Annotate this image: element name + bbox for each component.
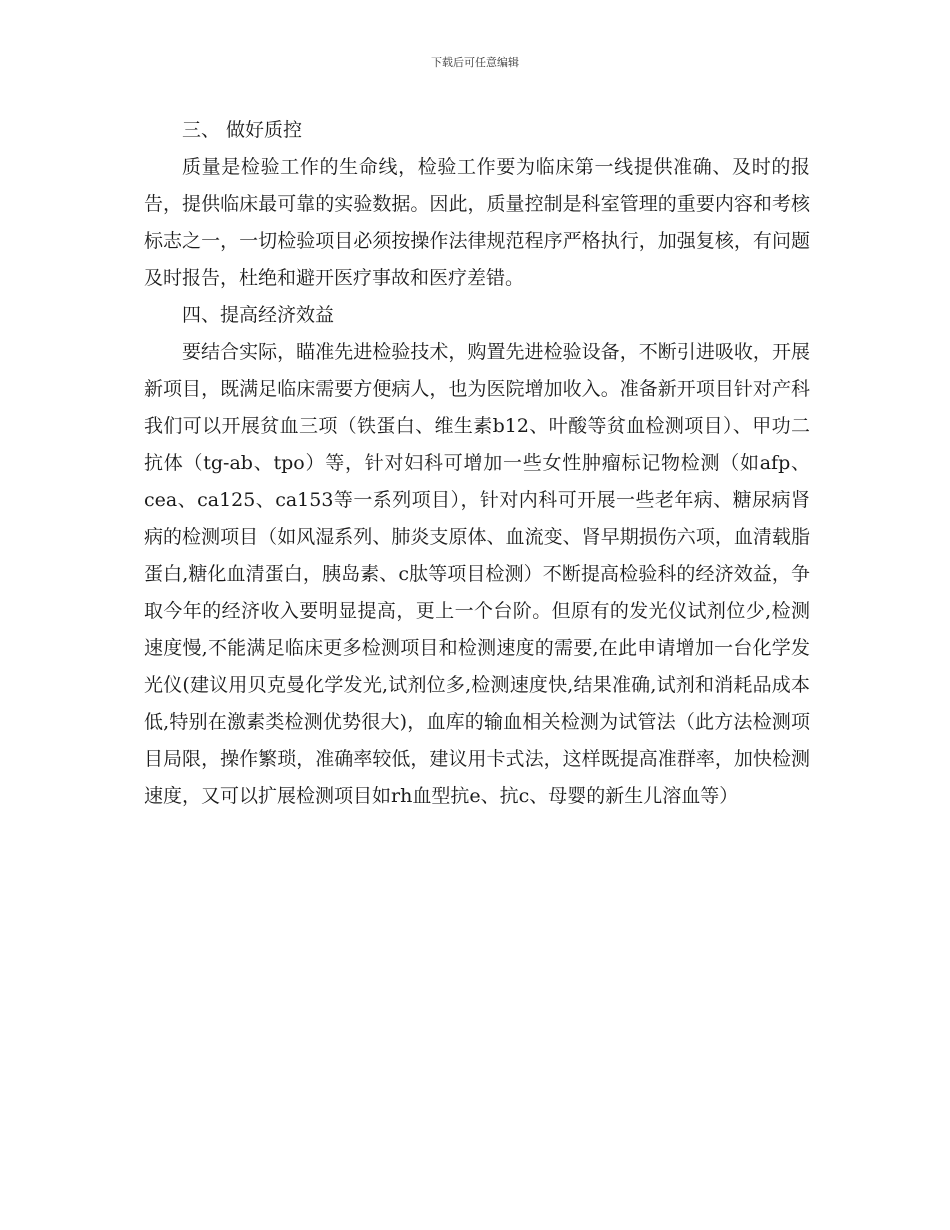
page-header: 下载后可任意编辑 [431,56,519,69]
section-heading-economic-benefit: 四、提高经济效益 [182,304,335,326]
section-paragraph-quality-control: 质量是检验工作的生命线，检验工作要为临床第一线提供准确、及时的报告，提供临床最可靠的实验数据。因此，质量控制是科室管理的重要内容和考核标志之一，一切检验项目必须按操作法律规范程序严格执行，加强复核，有问题及时报告，杜绝和避开医疗事故和医疗差错。 [144,156,810,289]
document-body [144,112,810,815]
section-heading-quality-control: 三、 做好质控 [182,119,303,141]
section-paragraph-economic-benefit: 要结合实际，瞄准先进检验技术，购置先进检验设备，不断引进吸收，开展新项目，既满足临床需要方便病人，也为医院增加收入。准备新开项目针对产科我们可以开展贫血三项（铁蛋白、维生素b12、叶酸等贫血检测项目）、甲功二抗体（tg-ab、tpo）等，针对妇科可增加一些女性肿瘤标记物检测（如afp、cea、ca125、ca153等一系列项目），针对内科可开展一些老年病、糖尿病肾病的检测项目（如风湿系列、肺炎支原体、血流变、肾早期损伤六项，血清载脂蛋白,糖化血清蛋白，胰岛素、c肽等项目检测）不断提高检验科的经济效益，争取今年的经济收入要明显提高，更上一个台阶。但原有的发光仪试剂位少,检测速度慢,不能满足临床更多检测项目和检测速度的需要,在此申请增加一台化学发光仪(建议用贝克曼化学发光,试剂位多,检测速度快,结果准确,试剂和消耗品成本低,特别在激素类检测优势很大)，血库的输血相关检测为试管法（此方法检测项目局限，操作繁琐，准确率较低，建议用卡式法，这样既提高准群率，加快检测速度，又可以扩展检测项目如rh血型抗e、抗c、母婴的新生儿溶血等） [144,341,810,807]
